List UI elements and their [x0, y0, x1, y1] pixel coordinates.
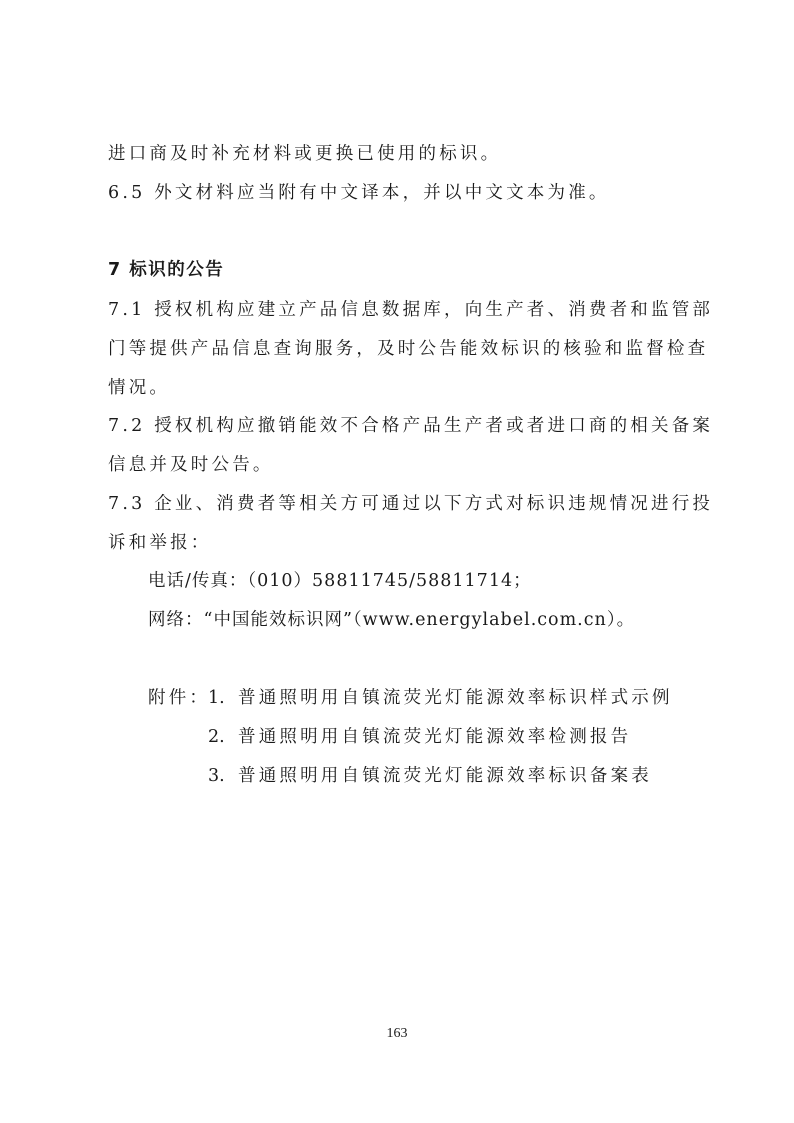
attachment-item-1 [148, 686, 728, 710]
attachment-title: 普通照明用自镇流荧光灯能源效率标识样式示例 [238, 688, 673, 708]
clause-7-3-line-1: 7.3 企业、消费者等相关方可通过以下方式对标识违规情况进行投 [108, 494, 714, 514]
attachment-number: 1. [208, 688, 225, 708]
contact-website: 网络：“中国能效标识网”（www.energylabel.com.cn）。 [148, 610, 636, 630]
attachment-title: 普通照明用自镇流荧光灯能源效率标识备案表 [238, 766, 652, 786]
attachments-label: 附件： [148, 688, 211, 708]
clause-7-1-line-3: 情况。 [108, 378, 171, 398]
page-number: 163 [386, 1026, 408, 1041]
contact-phone: 电话/传真：（010）58811745/58811714； [148, 571, 532, 591]
clause-7-1-line-2: 门等提供产品信息查询服务，及时公告能效标识的核验和监督检查 [108, 339, 709, 359]
clause-6-5: 6.5 外文材料应当附有中文译本，并以中文文本为准。 [108, 183, 610, 203]
clause-7-2-line-2: 信息并及时公告。 [108, 455, 274, 475]
paragraph-continuation: 进口商及时补充材料或更换已使用的标识。 [108, 144, 502, 164]
attachment-title: 普通照明用自镇流荧光灯能源效率检测报告 [238, 727, 632, 747]
section-heading-7: 7 标识的公告 [108, 260, 225, 280]
attachment-number: 2. [208, 727, 225, 747]
attachment-item-2 [208, 725, 788, 749]
clause-7-2-line-1: 7.2 授权机构应撤销能效不合格产品生产者或者进口商的相关备案 [108, 416, 714, 436]
clause-7-3-line-2: 诉和举报： [108, 533, 212, 553]
clause-7-1-line-1: 7.1 授权机构应建立产品信息数据库，向生产者、消费者和监管部 [108, 300, 714, 320]
attachment-number: 3. [208, 766, 225, 786]
attachment-item-3 [208, 764, 788, 788]
